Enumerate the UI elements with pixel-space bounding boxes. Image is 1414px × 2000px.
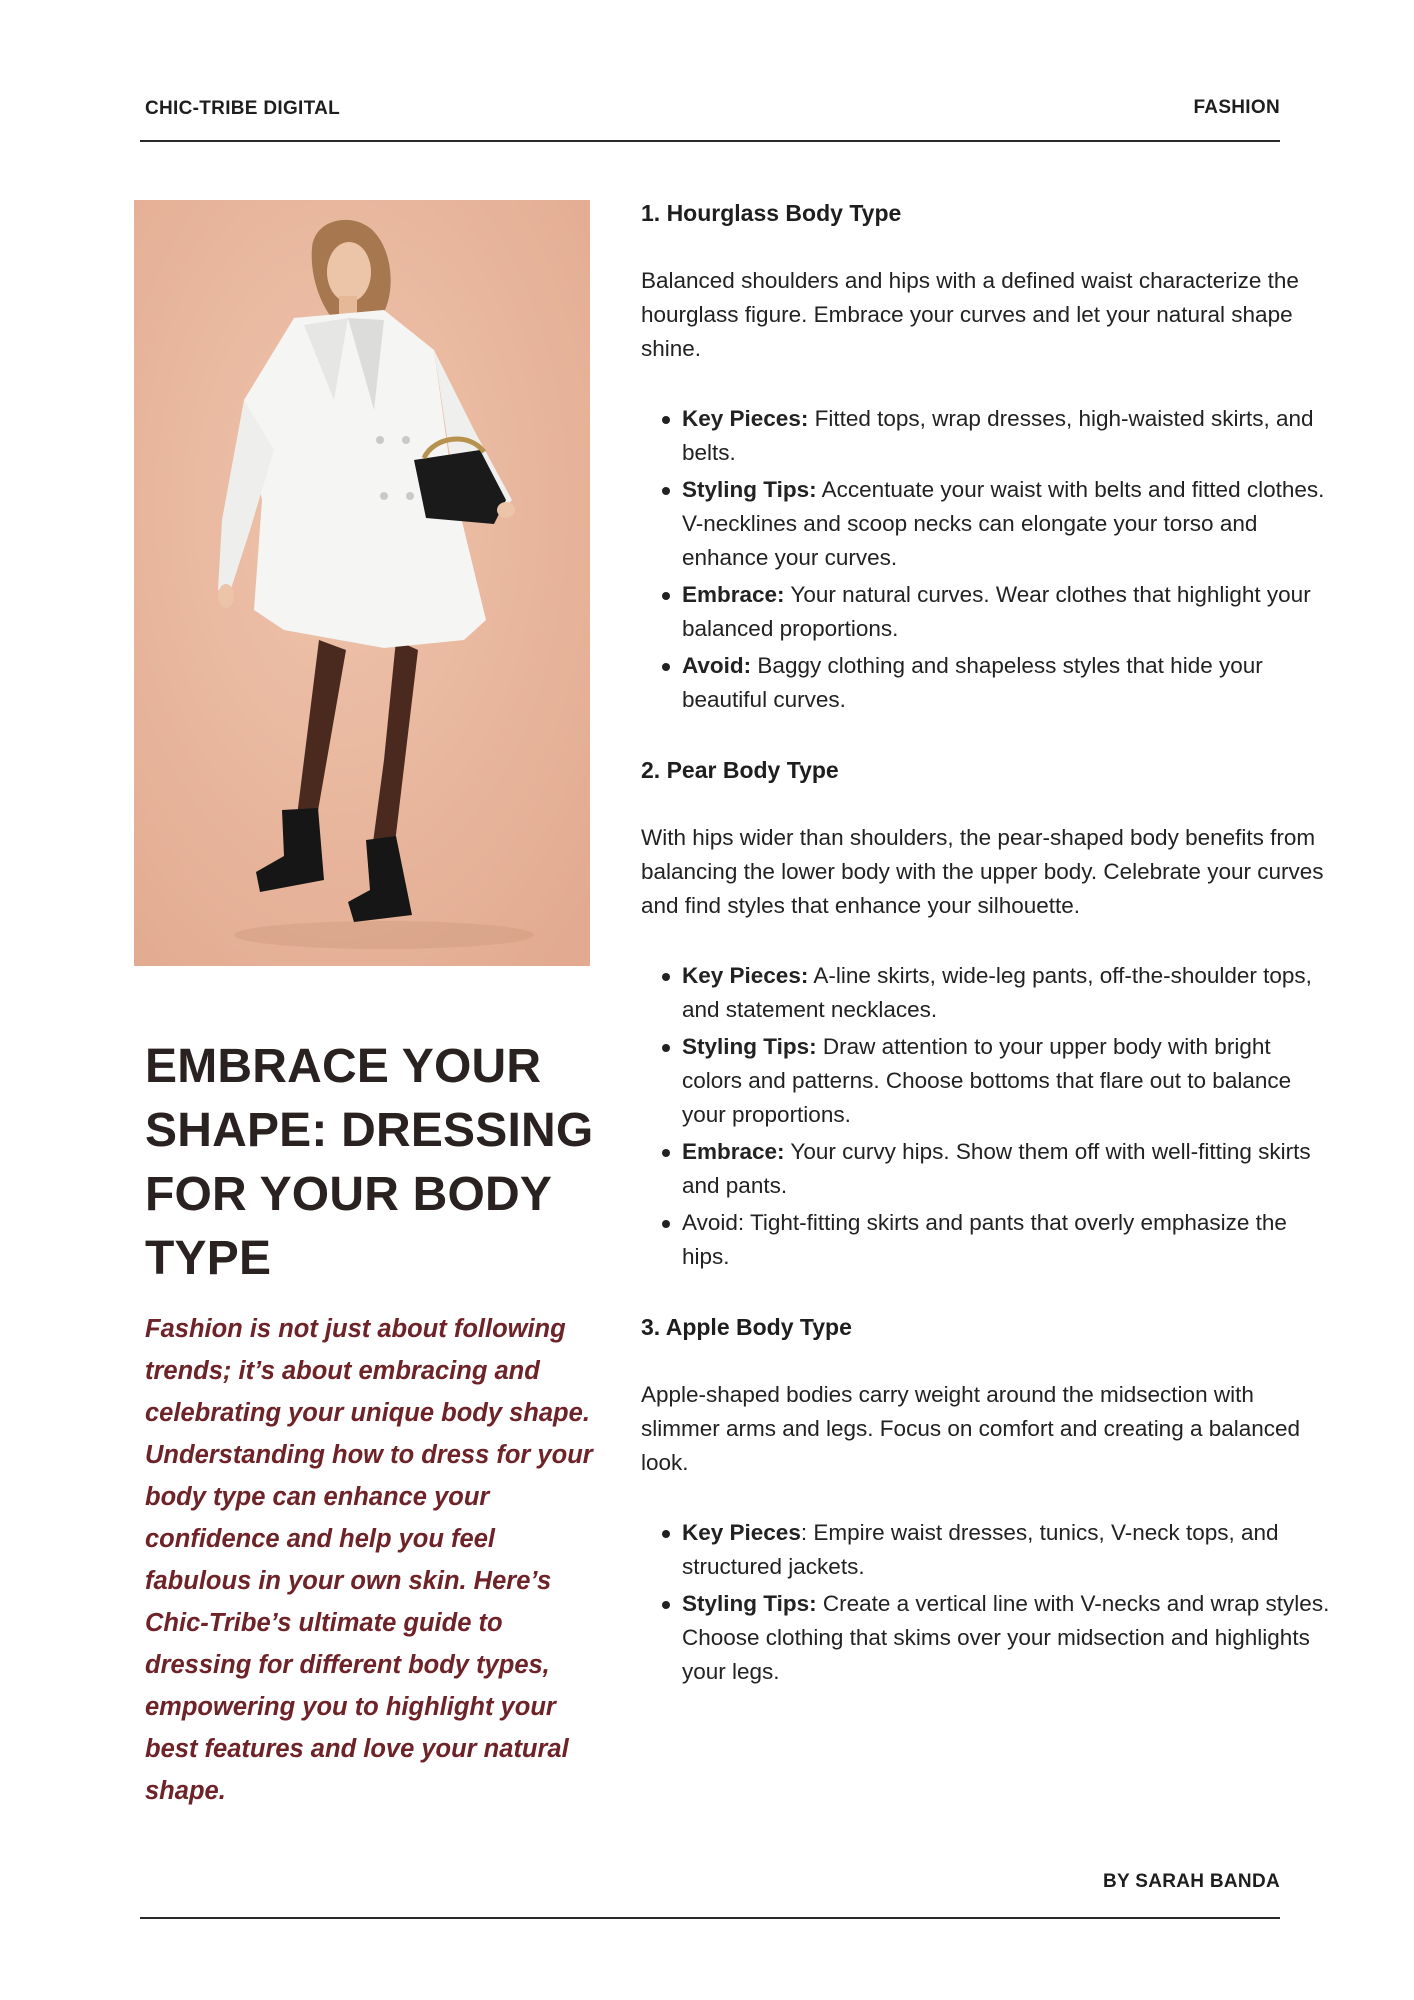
bullet-text: Baggy clothing and shapeless styles that hide your beautiful curves. [682, 653, 1263, 712]
bullet-label: Avoid: [682, 653, 752, 678]
list-item [641, 1135, 1336, 1203]
list-item [641, 402, 1336, 470]
publication-name: CHIC-TRIBE DIGITAL [145, 98, 341, 119]
article-title: EMBRACE YOUR SHAPE: DRESSING FOR YOUR BODY TYPE [145, 1040, 594, 1285]
fashion-model-photo [134, 200, 590, 966]
article-body [641, 196, 1336, 1725]
bullet-label: Key Pieces: [682, 406, 809, 431]
bullet-label: Styling Tips: [682, 477, 817, 502]
section-pear [641, 753, 1336, 1274]
bullet-text: : Empire waist dresses, tunics, V-neck tops, and structured jackets. [682, 1520, 1279, 1579]
list-item [641, 1587, 1336, 1689]
author-byline: BY SARAH BANDA [1103, 1871, 1280, 1892]
list-item [641, 649, 1336, 717]
section-heading: 1. Hourglass Body Type [641, 200, 902, 226]
list-item [641, 578, 1336, 646]
bullet-label: Styling Tips: [682, 1034, 817, 1059]
bullet-label: Embrace: [682, 582, 785, 607]
section-hourglass [641, 196, 1336, 717]
section-paragraph: Apple-shaped bodies carry weight around the midsection with slimmer arms and legs. Focus on comfort and creating a balanced look. [641, 1382, 1301, 1475]
bullet-text: Accentuate your waist with belts and fitted clothes. V-necklines and scoop necks can elongate your torso and enhance your curves. [682, 477, 1325, 570]
section-heading: 2. Pear Body Type [641, 757, 839, 783]
bullet-label: Key Pieces [682, 1520, 801, 1545]
section-apple [641, 1310, 1336, 1689]
footer-divider [140, 1917, 1280, 1919]
list-item [641, 959, 1336, 1027]
bullet-text: Fitted tops, wrap dresses, high-waisted skirts, and belts. [682, 406, 1314, 465]
bullet-label: Styling Tips: [682, 1591, 817, 1616]
bullet-text: Your natural curves. Wear clothes that highlight your balanced proportions. [682, 582, 1311, 641]
bullet-label: Key Pieces: [682, 963, 809, 988]
bullet-text: Create a vertical line with V-necks and wrap styles. Choose clothing that skims over your midsection and highlights your legs. [682, 1591, 1330, 1684]
list-item [641, 1206, 1336, 1274]
bullet-text: Your curvy hips. Show them off with well-fitting skirts and pants. [682, 1139, 1311, 1198]
list-item [641, 1516, 1336, 1584]
bullet-label: Embrace: [682, 1139, 785, 1164]
bullet-text: Draw attention to your upper body with bright colors and patterns. Choose bottoms that flare out to balance your proportions. [682, 1034, 1292, 1127]
bullet-text: A-line skirts, wide-leg pants, off-the-shoulder tops, and statement necklaces. [682, 963, 1312, 1022]
section-paragraph: Balanced shoulders and hips with a defined waist characterize the hourglass figure. Embrace your curves and let your natural shape shine. [641, 268, 1299, 361]
article-intro: Fashion is not just about following trends; it’s about embracing and celebrating your unique body shape. Understanding how to dress for your body type can enhance your confidence and help you feel fabulous in your own skin. Here’s Chic-Tribe’s ultimate guide to dressing for different body types, empowering you to highlight your best features and love your natural shape. [145, 1315, 593, 1805]
bullet-list [641, 959, 1336, 1274]
section-heading: 3. Apple Body Type [641, 1314, 852, 1340]
bullet-text: Avoid: Tight-fitting skirts and pants that overly emphasize the hips. [682, 1210, 1287, 1269]
header-divider [140, 140, 1280, 142]
list-item [641, 473, 1336, 575]
bullet-list [641, 1516, 1336, 1689]
category-label: FASHION [1193, 97, 1280, 118]
list-item [641, 1030, 1336, 1132]
bullet-list [641, 402, 1336, 717]
section-paragraph: With hips wider than shoulders, the pear-shaped body benefits from balancing the lower body with the upper body. Celebrate your curves and find styles that enhance your silhouette. [641, 825, 1324, 918]
